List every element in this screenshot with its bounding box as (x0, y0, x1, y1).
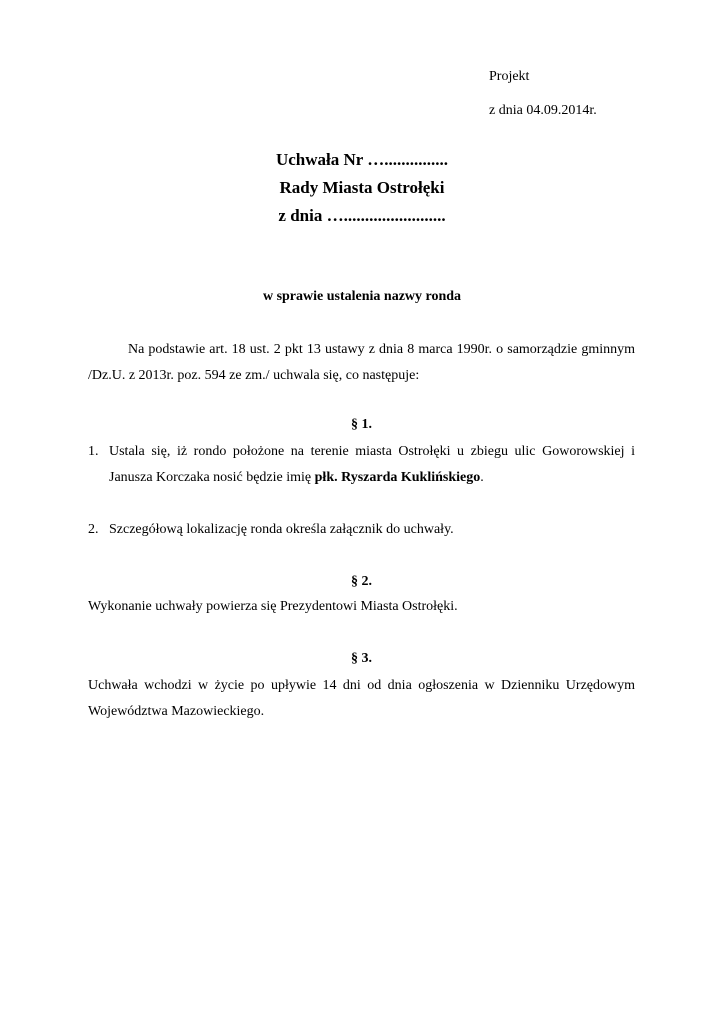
section-2-heading: § 2. (351, 574, 372, 589)
item-2-text: Szczegółową lokalizację ronda określa załącznik do uchwały. (109, 522, 454, 537)
section-1-item-2 (88, 517, 635, 543)
resolution-number: Uchwała Nr …............... (275, 150, 449, 169)
preamble: Na podstawie art. 18 ust. 2 pkt 13 ustawy z dnia 8 marca 1990r. o samorządzie gminnym /Dz.U. z 2013r. poz. 594 ze zm./ uchwala się, co następuje: (88, 342, 635, 383)
section-1-heading: § 1. (351, 417, 372, 432)
item-1-end: . (480, 470, 484, 485)
section-3-heading: § 3. (351, 651, 372, 666)
resolution-date: z dnia …........................ (278, 206, 446, 225)
section-3-text: Uchwała wchodzi w życie po upływie 14 dni od dnia ogłoszenia w Dzienniku Urzędowym Województwa Mazowieckiego. (88, 678, 635, 719)
council-name: Rady Miasta Ostrołęki (279, 178, 445, 197)
section-2-text: Wykonanie uchwały powierza się Prezydentowi Miasta Ostrołęki. (88, 599, 458, 614)
section-1-item-1 (88, 439, 635, 491)
resolution-subject: w sprawie ustalenia nazwy ronda (262, 289, 462, 304)
document-status: Projekt (489, 69, 530, 84)
document-date: z dnia 04.09.2014r. (489, 103, 597, 118)
list-text (109, 439, 635, 491)
list-number: 1. (88, 444, 99, 459)
list-number: 2. (88, 522, 99, 537)
item-1-text: Ustala się, iż rondo położone na terenie miasta Ostrołęki u zbiegu ulic Goworowskiej i Janusza Korczaka nosić będzie imię (109, 444, 635, 485)
patron-name: płk. Ryszarda Kuklińskiego (314, 470, 481, 485)
